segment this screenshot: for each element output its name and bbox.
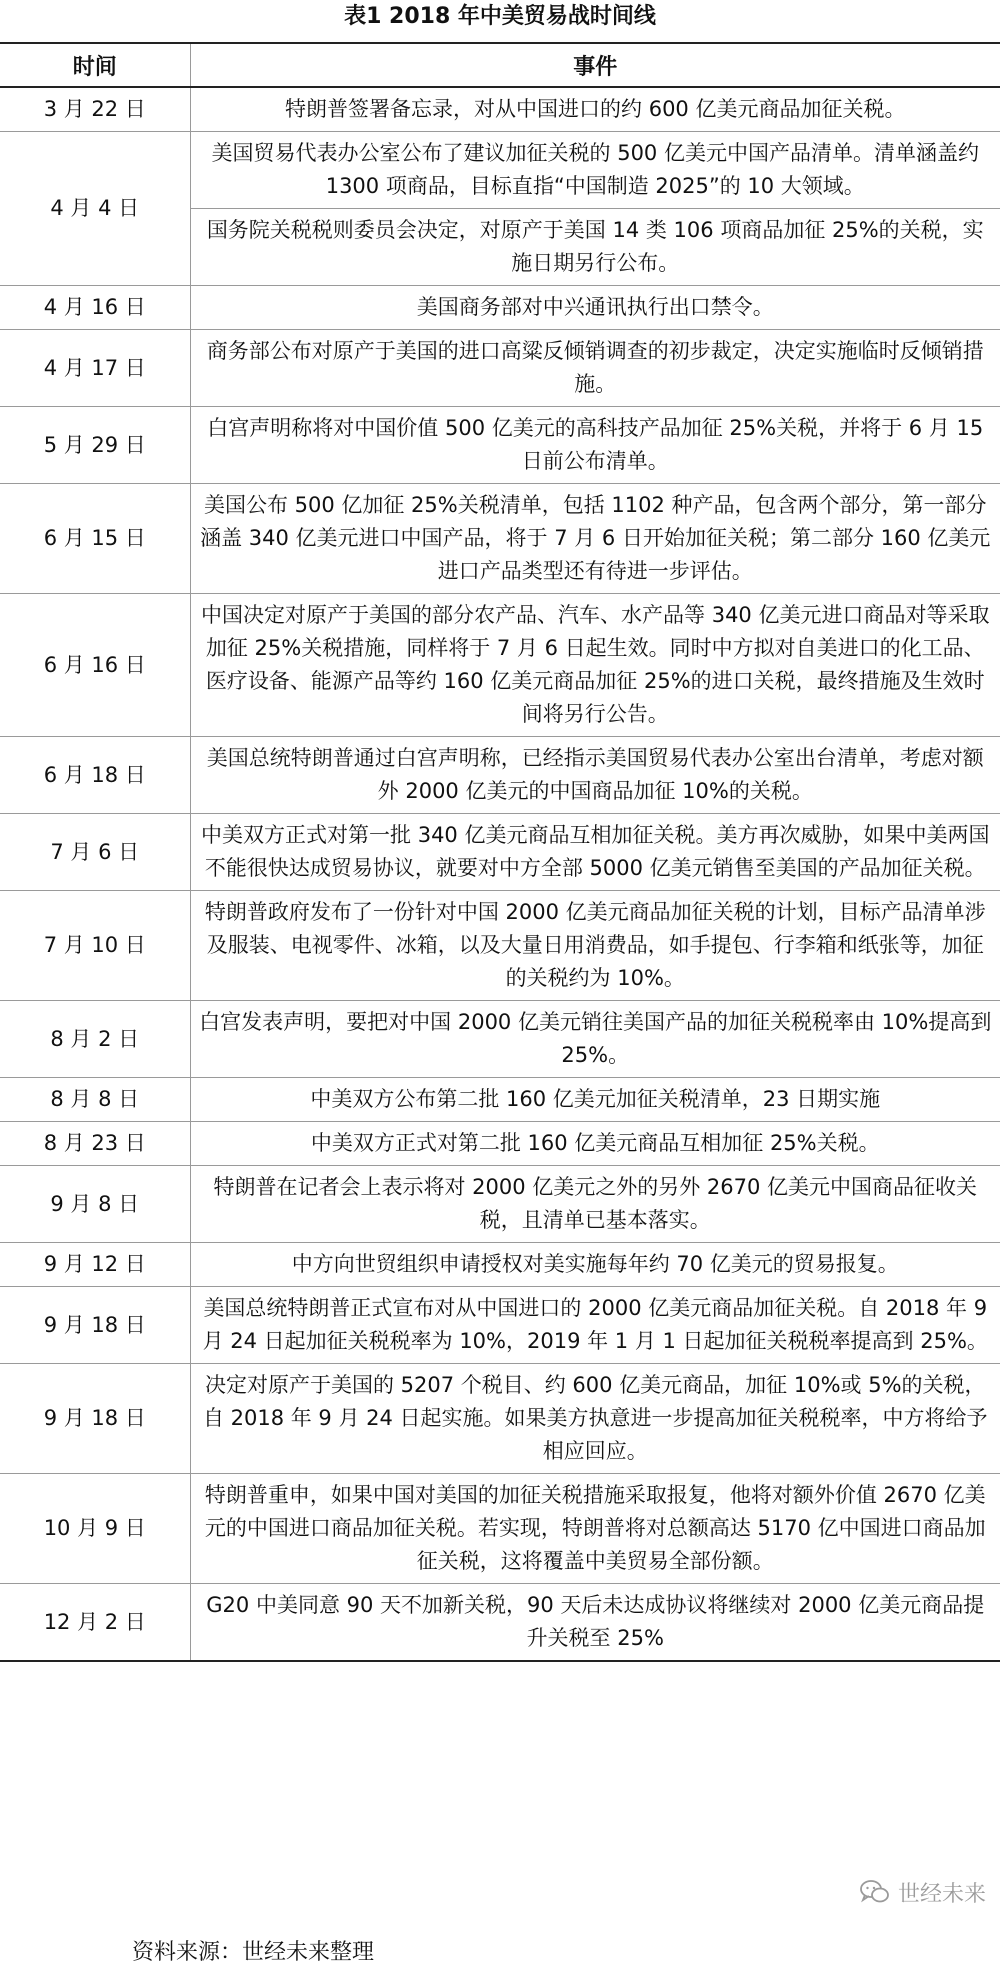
table-row — [0, 1584, 1000, 1662]
row-event: 决定对原产于美国的 5207 个税目、约 600 亿美元商品，加征 10%或 5%的关税，自 2018 年 9 月 24 日起实施。如果美方执意进一步提高加征关税税率，中方将给予相应回应。 — [190, 1364, 1000, 1474]
row-event: 商务部公布对原产于美国的进口高粱反倾销调查的初步裁定，决定实施临时反倾销措施。 — [190, 330, 1000, 407]
watermark-text: 世经未来 — [897, 1881, 986, 1907]
row-event: 中方向世贸组织申请授权对美实施每年约 70 亿美元的贸易报复。 — [190, 1243, 1000, 1287]
row-event: 美国总统特朗普通过白宫声明称，已经指示美国贸易代表办公室出台清单，考虑对额外 2000 亿美元的中国商品加征 10%的关税。 — [190, 737, 1000, 814]
row-event: 特朗普签署备忘录，对从中国进口的约 600 亿美元商品加征关税。 — [190, 87, 1000, 132]
row-date: 7 月 6 日 — [0, 814, 190, 891]
row-date: 12 月 2 日 — [0, 1584, 190, 1662]
row-date: 4 月 4 日 — [0, 132, 190, 286]
row-date: 10 月 9 日 — [0, 1474, 190, 1584]
row-event: 美国贸易代表办公室公布了建议加征关税的 500 亿美元中国产品清单。清单涵盖约 1300 项商品，目标直指“中国制造 2025”的 10 大领域。 — [190, 132, 1000, 209]
header-event: 事件 — [190, 43, 1000, 87]
table-row — [0, 1364, 1000, 1474]
row-date: 8 月 23 日 — [0, 1122, 190, 1166]
row-date: 8 月 8 日 — [0, 1078, 190, 1122]
table-row — [0, 594, 1000, 737]
table-row — [0, 891, 1000, 1001]
row-date: 4 月 16 日 — [0, 286, 190, 330]
table-header-row — [0, 43, 1000, 87]
table-row — [0, 286, 1000, 330]
table-row — [0, 1287, 1000, 1364]
header-date: 时间 — [0, 43, 190, 87]
table-row — [0, 87, 1000, 132]
row-date: 5 月 29 日 — [0, 407, 190, 484]
watermark — [860, 1876, 986, 1908]
table-row — [0, 484, 1000, 594]
table-row — [0, 737, 1000, 814]
table-title: 表1 2018 年中美贸易战时间线 — [344, 4, 656, 29]
wechat-icon — [860, 1879, 890, 1905]
row-event: 特朗普重申，如果中国对美国的加征关税措施采取报复，他将对额外价值 2670 亿美元的中国进口商品加征关税。若实现，特朗普将对总额高达 5170 亿中国进口商品加征关税，这将覆盖中美贸易全部份额。 — [190, 1474, 1000, 1584]
row-event: 中美双方正式对第一批 340 亿美元商品互相加征关税。美方再次威胁，如果中美两国不能很快达成贸易协议，就要对中方全部 5000 亿美元销售至美国的产品加征关税。 — [190, 814, 1000, 891]
table-row — [0, 1122, 1000, 1166]
table-row — [0, 1166, 1000, 1243]
row-date: 3 月 22 日 — [0, 87, 190, 132]
row-date: 7 月 10 日 — [0, 891, 190, 1001]
row-date: 9 月 18 日 — [0, 1287, 190, 1364]
source-note: 资料来源：世经未来整理 — [132, 1940, 375, 1965]
table-row — [0, 407, 1000, 484]
table-row — [0, 330, 1000, 407]
table-row — [0, 1078, 1000, 1122]
timeline-table — [0, 42, 1000, 1662]
row-event: 美国总统特朗普正式宣布对从中国进口的 2000 亿美元商品加征关税。自 2018 年 9 月 24 日起加征关税税率为 10%，2019 年 1 月 1 日起加征关税税率提高到 25%。 — [190, 1287, 1000, 1364]
row-date: 4 月 17 日 — [0, 330, 190, 407]
table-row — [0, 814, 1000, 891]
row-event: 中美双方正式对第二批 160 亿美元商品互相加征 25%关税。 — [190, 1122, 1000, 1166]
row-event: 白宫发表声明，要把对中国 2000 亿美元销往美国产品的加征关税税率由 10%提高到 25%。 — [190, 1001, 1000, 1078]
row-event: 特朗普政府发布了一份针对中国 2000 亿美元商品加征关税的计划，目标产品清单涉及服装、电视零件、冰箱，以及大量日用消费品，如手提包、行李箱和纸张等，加征的关税约为 10%。 — [190, 891, 1000, 1001]
table-row — [0, 1243, 1000, 1287]
row-event: 中美双方公布第二批 160 亿美元加征关税清单，23 日期实施 — [190, 1078, 1000, 1122]
table-row — [0, 132, 1000, 209]
row-event: G20 中美同意 90 天不加新关税，90 天后未达成协议将继续对 2000 亿美元商品提升关税至 25% — [190, 1584, 1000, 1662]
row-date: 6 月 15 日 — [0, 484, 190, 594]
row-event: 中国决定对原产于美国的部分农产品、汽车、水产品等 340 亿美元进口商品对等采取加征 25%关税措施，同样将于 7 月 6 日起生效。同时中方拟对自美进口的化工品、医疗设备、能源产品等约 160 亿美元商品加征 25%的进口关税，最终措施及生效时间将另行公告。 — [190, 594, 1000, 737]
row-event: 国务院关税税则委员会决定，对原产于美国 14 类 106 项商品加征 25%的关税，实施日期另行公布。 — [190, 209, 1000, 286]
table-row — [0, 1001, 1000, 1078]
table-row — [0, 1474, 1000, 1584]
row-date: 8 月 2 日 — [0, 1001, 190, 1078]
row-event: 美国商务部对中兴通讯执行出口禁令。 — [190, 286, 1000, 330]
row-date: 6 月 18 日 — [0, 737, 190, 814]
row-date: 6 月 16 日 — [0, 594, 190, 737]
row-date: 9 月 12 日 — [0, 1243, 190, 1287]
row-event: 特朗普在记者会上表示将对 2000 亿美元之外的另外 2670 亿美元中国商品征收关税，且清单已基本落实。 — [190, 1166, 1000, 1243]
row-event: 美国公布 500 亿加征 25%关税清单，包括 1102 种产品，包含两个部分，第一部分涵盖 340 亿美元进口中国产品，将于 7 月 6 日开始加征关税；第二部分 160 亿美元进口产品类型还有待进一步评估。 — [190, 484, 1000, 594]
row-date: 9 月 8 日 — [0, 1166, 190, 1243]
row-event: 白宫声明称将对中国价值 500 亿美元的高科技产品加征 25%关税，并将于 6 月 15 日前公布清单。 — [190, 407, 1000, 484]
row-date: 9 月 18 日 — [0, 1364, 190, 1474]
